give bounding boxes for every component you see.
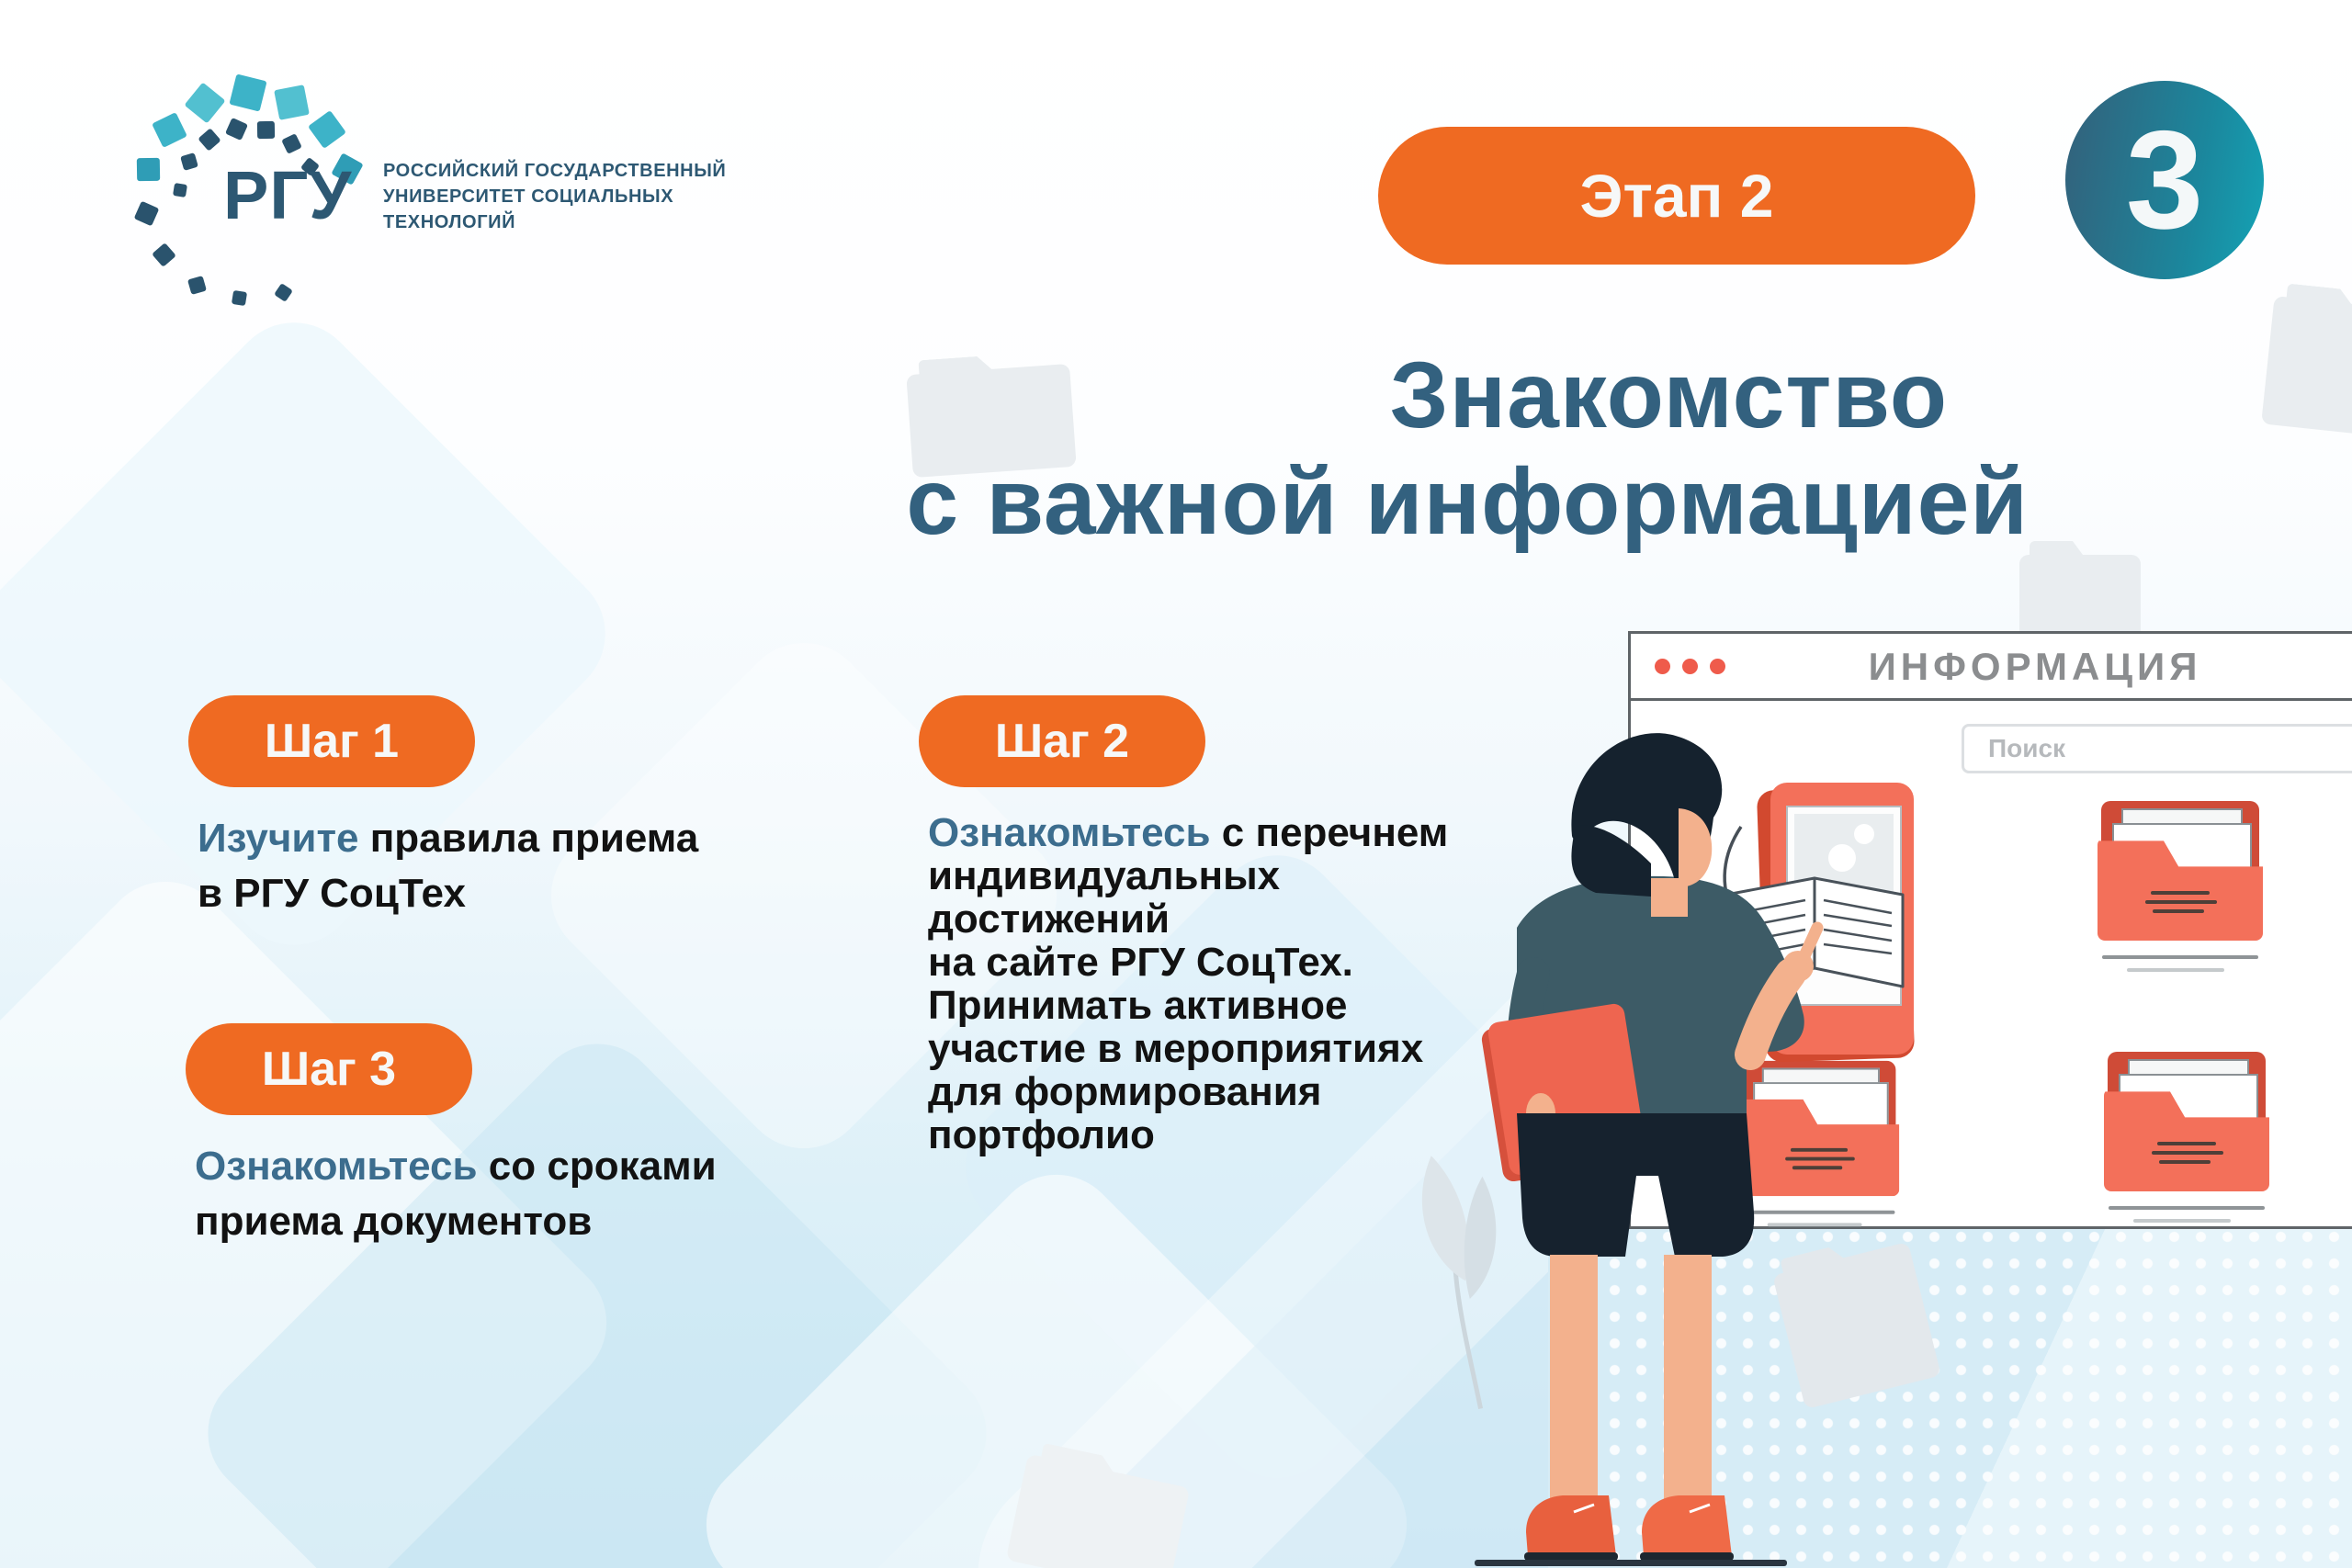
- search-input: [1962, 724, 2352, 773]
- logo-ring-square: [198, 129, 220, 152]
- step-2-text: [928, 811, 1448, 1156]
- university-name: [383, 158, 726, 235]
- gray-folder-icon: [2261, 296, 2352, 439]
- step-3-highlight: Ознакомьтесь: [195, 1144, 478, 1189]
- logo-ring-square: [274, 85, 310, 120]
- step-3-block: [186, 1023, 717, 1249]
- step-1-rest: правила приема в РГУ СоцТех: [198, 816, 699, 916]
- stage-badge: Этап 2: [1378, 127, 1975, 265]
- folder-icon: [2098, 801, 2263, 976]
- logo-ring-square: [225, 118, 248, 141]
- logo-ring-square: [257, 121, 275, 139]
- step-1-highlight: Изучите: [198, 816, 359, 861]
- logo-ring-square: [187, 275, 206, 294]
- search-placeholder: Поиск: [1988, 734, 2066, 762]
- stage-number-badge: 3: [2065, 81, 2264, 279]
- logo-ring-square: [152, 243, 176, 267]
- logo-ring-square: [173, 183, 187, 197]
- step-1-block: [188, 695, 698, 921]
- gray-folder-icon: [2019, 555, 2141, 639]
- logo-ring-square: [184, 82, 225, 123]
- step-2-block: [919, 695, 1448, 1156]
- window-controls-icon: [1655, 659, 1725, 674]
- logo-ring-square: [232, 290, 247, 306]
- logo-ring-square: [308, 110, 346, 149]
- logo-ring-square: [229, 73, 266, 111]
- page-title-line2: с важной информацией: [906, 449, 2029, 554]
- step-1-text: [198, 811, 698, 921]
- university-name-line: РОССИЙСКИЙ ГОСУДАРСТВЕННЫЙ: [383, 161, 727, 181]
- logo-ring-square: [281, 133, 302, 154]
- person-illustration: [1438, 698, 1851, 1568]
- page-title-line1: Знакомство: [1389, 343, 1948, 447]
- step-2-badge: Шаг 2: [919, 695, 1205, 787]
- logo-ring-square: [137, 157, 160, 180]
- folder-icon: [2104, 1052, 2269, 1226]
- logo-ring-square: [152, 112, 187, 148]
- step-2-highlight: Ознакомьтесь: [928, 810, 1211, 855]
- university-name-line: ТЕХНОЛОГИЙ: [383, 212, 516, 232]
- step-3-text: [195, 1139, 717, 1249]
- step-3-badge: Шаг 3: [186, 1023, 472, 1115]
- logo-ring-square: [274, 283, 293, 302]
- logo-acronym: РГУ: [223, 157, 353, 233]
- step-3-rest: со сроками приема документов: [195, 1144, 717, 1244]
- step-2-rest: с перечнем индивидуальных достижений на сайте РГУ СоцТех. Принимать активное участие в мероприятиях для формирования портфолио: [928, 810, 1449, 1157]
- step-1-badge: Шаг 1: [188, 695, 475, 787]
- university-name-line: УНИВЕРСИТЕТ СОЦИАЛЬНЫХ: [383, 186, 674, 207]
- logo-ring-square: [180, 152, 198, 171]
- info-window-header: [1631, 634, 2352, 701]
- info-window-title: ИНФОРМАЦИЯ: [1868, 645, 2202, 688]
